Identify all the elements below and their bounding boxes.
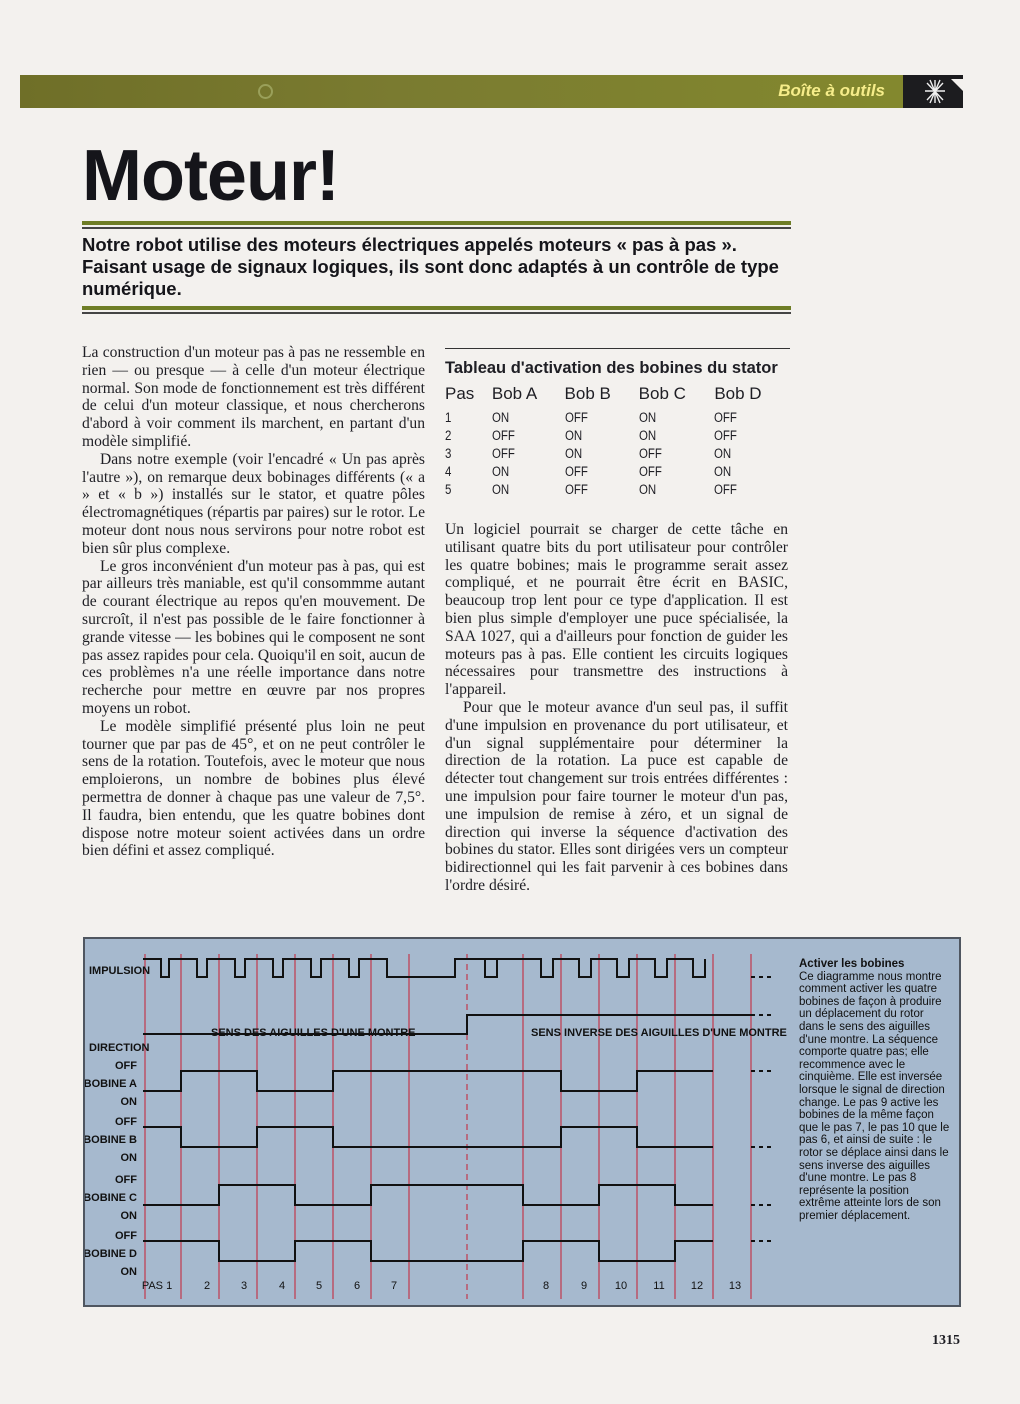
lead-rule bbox=[82, 306, 791, 310]
table-cell: ON bbox=[491, 409, 510, 425]
section-label: Boîte à outils bbox=[778, 81, 885, 100]
paragraph: La construction d'un moteur pas à pas ne ressemble en rien — ou presque — à celle d'un moteur électrique normal. Son mode de fonctionnement est très différent de celui d'un moteur classique, et nous chercherons d'abord à voir comment ils marchent, en partant d'un modèle simplifié. bbox=[82, 344, 425, 450]
table-cell: ON bbox=[638, 427, 656, 443]
step-label: 5 bbox=[315, 1280, 323, 1292]
table-cell: 3 bbox=[445, 445, 452, 461]
direction-label: DIRECTION bbox=[89, 1042, 150, 1054]
paragraph: Un logiciel pourrait se charger de cette tâche en utilisant quatre bits du port utilisateur pour contrôler les quatre bobines; mais le programme serait assez compliqué, et ne pourrait être écrit en BASIC, beaucoup trop lent pour ce type d'application. Il est bien plus simple d'employer une puce spécialisée, la SAA 1027, qui a d'ailleurs pour fonction de guider les moteurs pas à pas. Elle contient les circuits logiques nécessaires pour transmettre des instructions à l'appareil. bbox=[445, 521, 788, 699]
column-header: Bob C bbox=[638, 384, 686, 403]
table-cell: OFF bbox=[714, 481, 738, 497]
table-cell: ON bbox=[564, 427, 582, 443]
paragraph: Pour que le moteur avance d'un seul pas, il suffit d'une impulsion en provenance du port utilisateur, et d'un signal supplémentaire pour déterminer la direction de la rotation. La puce est capable de détecter tout changement sur trois entrées différentes : une impulsion pour faire tourner le moteur d'un pas, une impulsion de remise à zéro, et un signal de direction qui inverse la séquence d'activation des bobines du stator. Elles sont dirigées vers un compteur bidirectionnel qui les fait parvenir à ces bobines dans l'ordre désiré. bbox=[445, 698, 788, 894]
column-header: Bob B bbox=[564, 384, 611, 403]
caption-title: Activer les bobines bbox=[799, 958, 905, 970]
bobine-a-label: BOBINE A bbox=[85, 1078, 137, 1090]
table-cell: 5 bbox=[445, 481, 452, 497]
bobine-d-label: BOBINE D bbox=[85, 1248, 137, 1260]
table-cell: OFF bbox=[714, 427, 738, 443]
table-cell: OFF bbox=[491, 427, 515, 443]
bobine-d-signal bbox=[143, 1241, 713, 1261]
column-header: Pas bbox=[445, 384, 475, 403]
step-label: 4 bbox=[278, 1280, 286, 1292]
table-row bbox=[445, 408, 790, 426]
table-cell: ON bbox=[491, 481, 510, 497]
title-rule bbox=[82, 221, 791, 225]
table-cell: OFF bbox=[491, 445, 515, 461]
step-label: 3 bbox=[240, 1280, 248, 1292]
banner-circle-icon bbox=[258, 84, 273, 99]
table-cell: ON bbox=[564, 445, 582, 461]
step-label: PAS 1 bbox=[141, 1280, 173, 1292]
on-label: ON bbox=[120, 1096, 137, 1108]
step-label: 9 bbox=[580, 1280, 588, 1292]
table-cell: OFF bbox=[638, 445, 662, 461]
off-label: OFF bbox=[115, 1060, 137, 1072]
column-header: Bob A bbox=[491, 384, 538, 403]
on-label: ON bbox=[120, 1266, 137, 1278]
table-cell: OFF bbox=[714, 409, 738, 425]
ccw-direction-label: SENS INVERSE DES AIGUILLES D'UNE MONTRE bbox=[531, 1027, 787, 1039]
step-label: 2 bbox=[203, 1280, 211, 1292]
step-label: 13 bbox=[728, 1280, 742, 1292]
off-label: OFF bbox=[115, 1174, 137, 1186]
caption-text: Ce diagramme nous montre comment activer les quatre bobines de façon à produire un déplacement du rotor dans le sens des aiguilles d'une montre. La séquence comporte quatre pas; elle recommence avec le cinquième. Elle est inversée lorsque le signal de direction change. Le pas 9 active les bobines de la même façon que le pas 7, le pas 10 que le pas 6, et ainsi de suite : le rotor se déplace ainsi dans le sens inverse des aiguilles d'une montre. Le pas 8 représente la position extrême atteinte lors de son premier déplacement. bbox=[799, 970, 950, 1222]
bobine-b-signal bbox=[143, 1127, 713, 1147]
coil-activation-table bbox=[445, 348, 790, 498]
title-rule-thin bbox=[82, 227, 791, 229]
table-title: Tableau d'activation des bobines du stator bbox=[445, 359, 778, 377]
column-header: Bob D bbox=[714, 384, 762, 403]
paragraph: Dans notre exemple (voir l'encadré « Un pas après l'autre »), on remarque deux bobinages différents (« a » et « b ») installés sur le stator, et quatre pôles électromagnétiques (répartis par paires) sur le rotor. Le moteur dont nous nous servirons pour notre robot est bien sûr plus complexe. bbox=[82, 450, 425, 557]
off-label: OFF bbox=[115, 1116, 137, 1128]
table-cell: OFF bbox=[564, 481, 588, 497]
step-label: 7 bbox=[390, 1280, 398, 1292]
page-title: Moteur! bbox=[82, 136, 339, 216]
section-banner bbox=[20, 75, 963, 108]
body-column-1 bbox=[82, 344, 425, 860]
bobine-c-signal bbox=[143, 1185, 713, 1205]
body-column-2 bbox=[445, 521, 788, 895]
step-label: 12 bbox=[690, 1280, 704, 1292]
paragraph: Le modèle simplifié présenté plus loin ne peut tourner que par pas de 45°, et on ne peut contrôler le sens de la rotation. Toutefois, avec le moteur que nous emploierons, un nombre de bobines plus élevé permettra de donner à chaque pas une valeur de 7,5°. Il faudra, bien entendu, que les quatre bobines dont dispose notre moteur soient activées dans un ordre bien défini et assez compliqué. bbox=[82, 717, 425, 860]
bobine-a-signal bbox=[143, 1071, 713, 1091]
step-label: 6 bbox=[353, 1280, 361, 1292]
table-cell: ON bbox=[714, 463, 732, 479]
impulsion-signal bbox=[143, 959, 705, 977]
step-label: 11 bbox=[653, 1280, 665, 1292]
table-header-row bbox=[445, 384, 790, 408]
impulsion-label: IMPULSION bbox=[89, 965, 151, 977]
paragraph: Le gros inconvénient d'un moteur pas à pas, qui est par ailleurs très maniable, est qu'il consommme autant de courant électrique au repos qu'en mouvement. De surcroît, il n'est pas possible de le faire fonctionner à grande vitesse — les bobines qui le composent ne sont pas assez rapides pour cela. Quoiqu'il en soit, aucun de ces problèmes n'a une réelle importance dans notre recherche pour mettre en œuvre par nos propres moyens un robot. bbox=[82, 557, 425, 717]
diagram-caption bbox=[799, 958, 951, 1222]
table-cell: ON bbox=[491, 463, 510, 479]
table-cell: OFF bbox=[638, 463, 662, 479]
toolbox-star-icon bbox=[903, 75, 963, 108]
table-row bbox=[445, 462, 790, 480]
table-cell: ON bbox=[638, 481, 656, 497]
table-cell: OFF bbox=[564, 409, 588, 425]
on-label: ON bbox=[120, 1210, 137, 1222]
step-label: 10 bbox=[614, 1280, 628, 1292]
lead-rule-thin bbox=[82, 312, 791, 314]
table-cell: ON bbox=[714, 445, 732, 461]
table-cell: 1 bbox=[445, 409, 452, 425]
lead-paragraph: Notre robot utilise des moteurs électriques appelés moteurs « pas à pas ». Faisant usage de signaux logiques, ils sont donc adaptés à un contrôle de type numérique. bbox=[82, 234, 779, 299]
table-cell: ON bbox=[638, 409, 656, 425]
table-cell: OFF bbox=[564, 463, 588, 479]
table-row bbox=[445, 480, 790, 498]
off-label: OFF bbox=[115, 1230, 137, 1242]
table-cell: 2 bbox=[445, 427, 452, 443]
on-label: ON bbox=[120, 1152, 137, 1164]
bobine-c-label: BOBINE C bbox=[85, 1192, 137, 1204]
page-number: 1315 bbox=[932, 1333, 960, 1348]
table-cell: 4 bbox=[445, 463, 452, 479]
table-row bbox=[445, 444, 790, 462]
table-row bbox=[445, 426, 790, 444]
cw-direction-label: SENS DES AIGUILLES D'UNE MONTRE bbox=[211, 1027, 416, 1039]
step-label: 8 bbox=[542, 1280, 550, 1292]
bobine-b-label: BOBINE B bbox=[85, 1134, 137, 1146]
